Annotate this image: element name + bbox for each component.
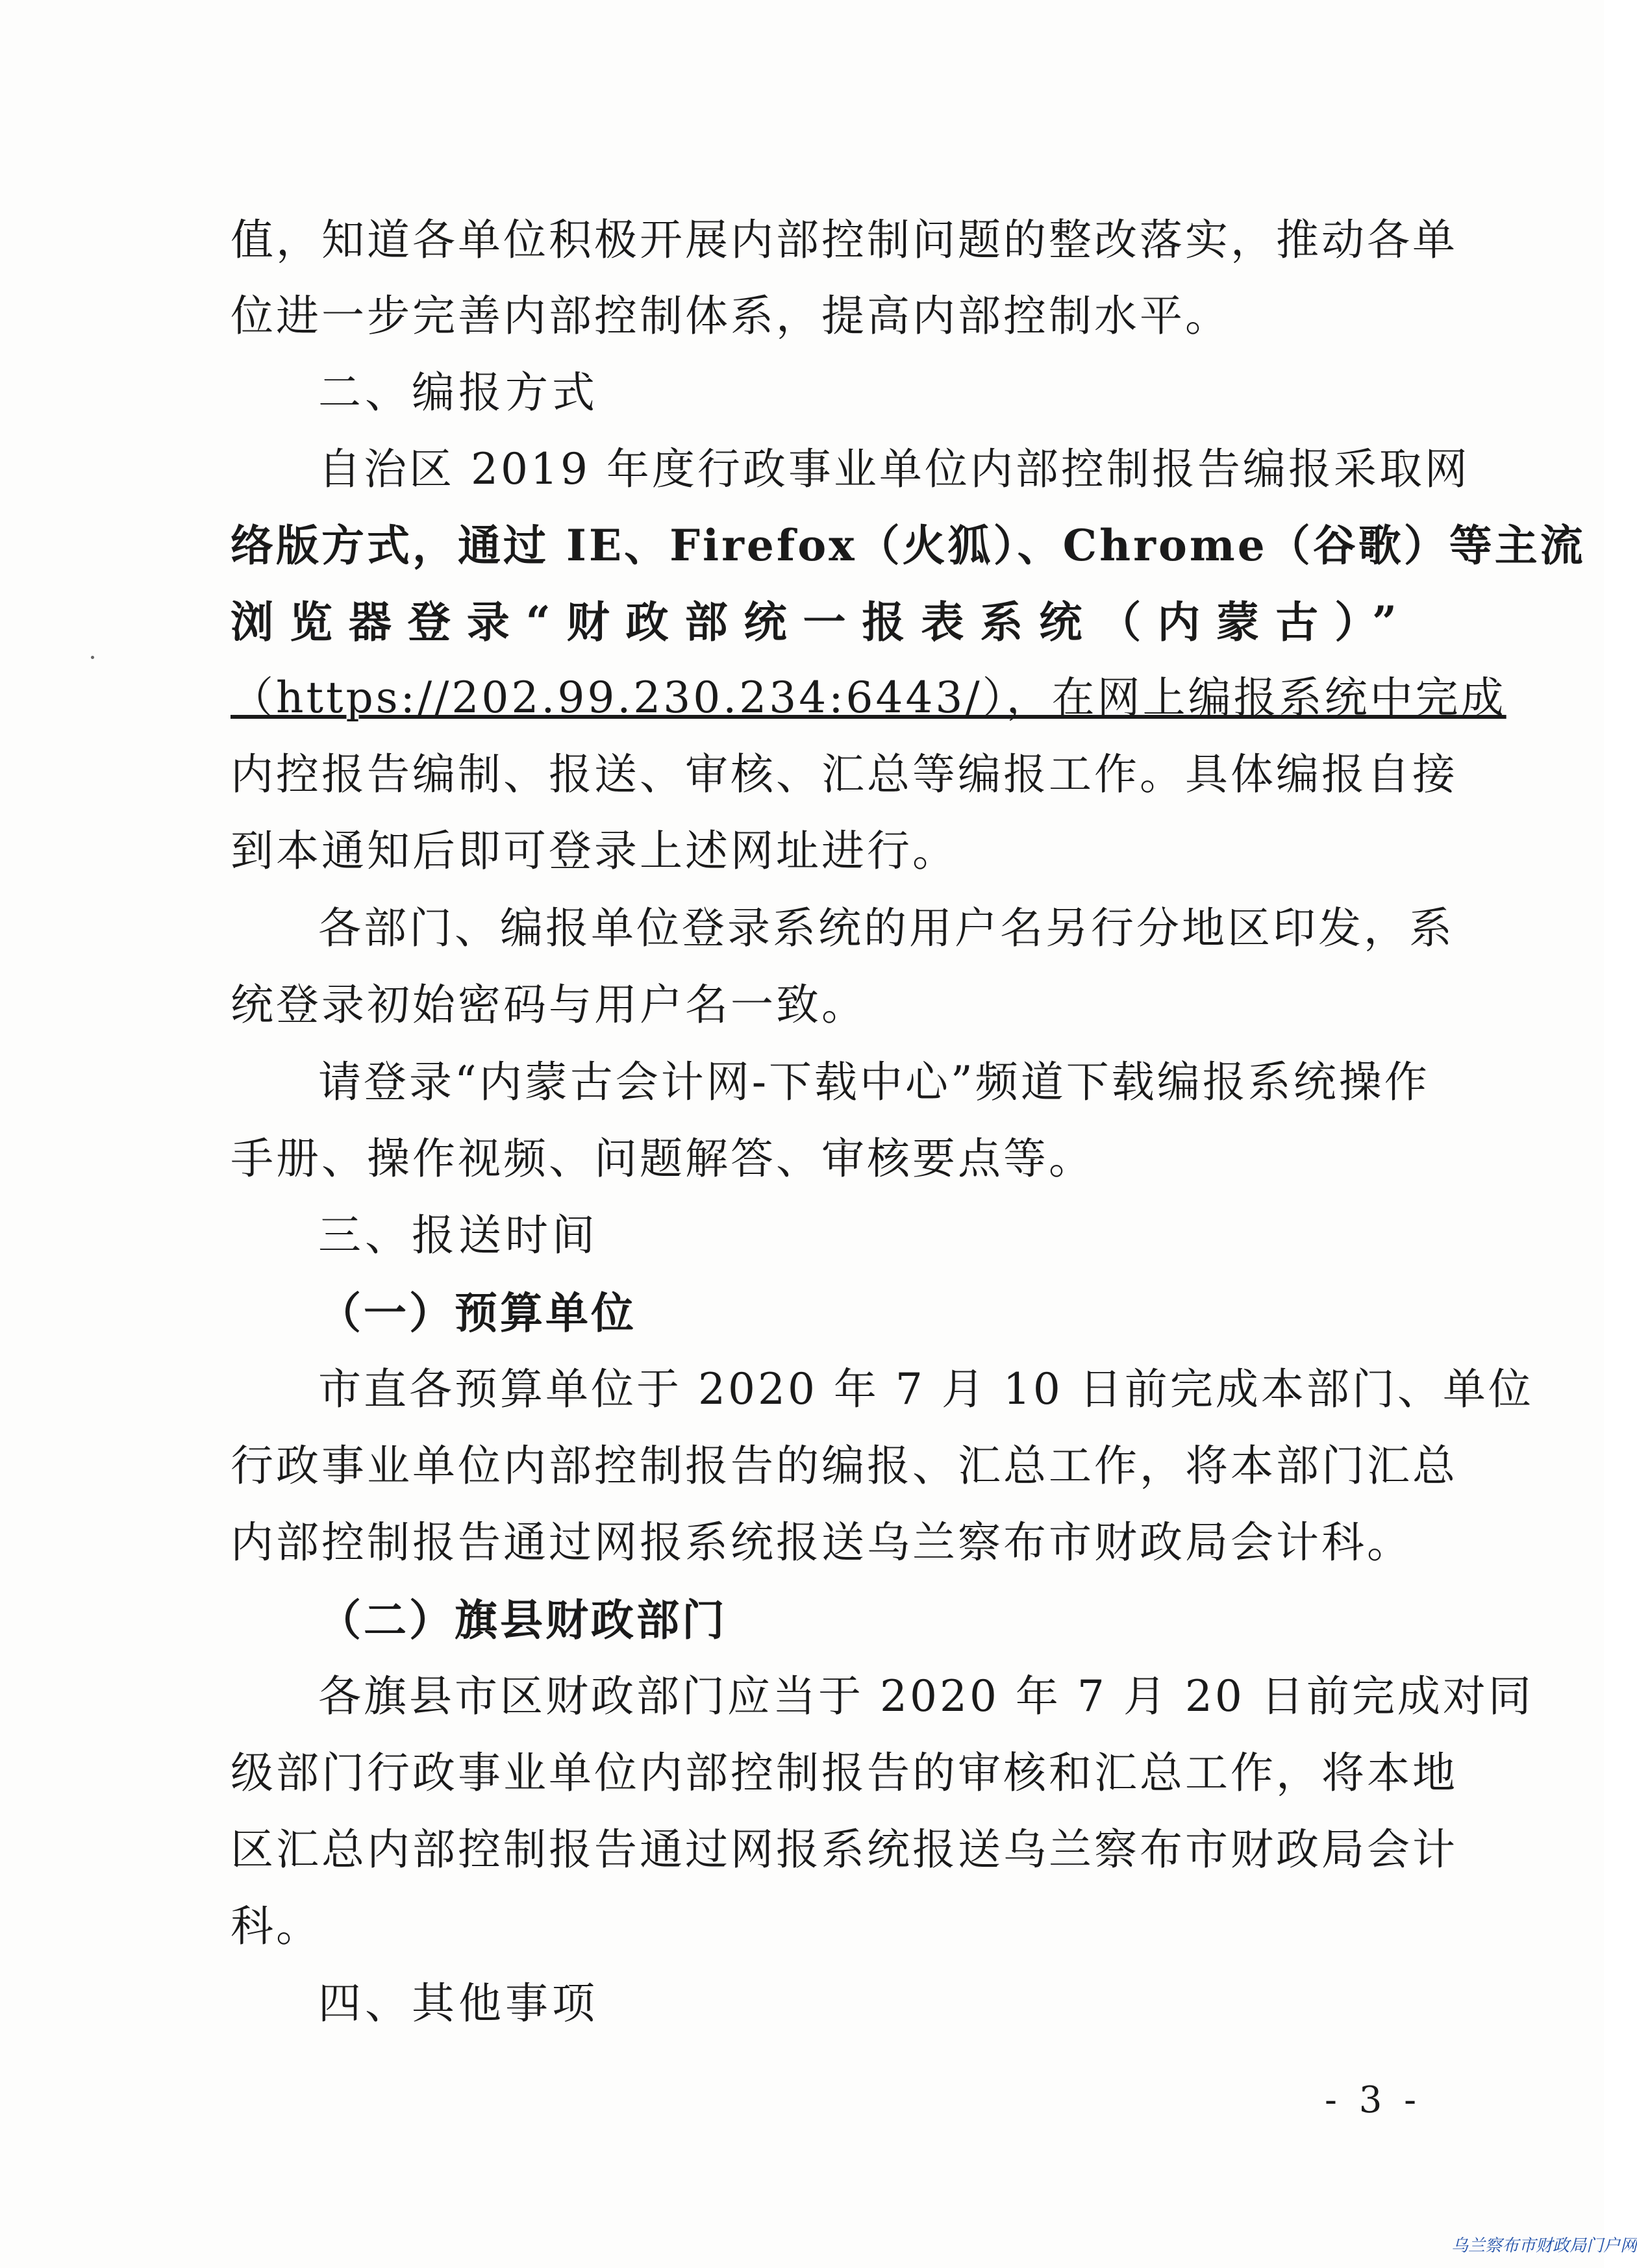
subsection-heading: （一）预算单位 [318, 1288, 636, 1338]
paragraph-line: 行政事业单位内部控制报告的编报、汇总工作，将本部门汇总 [231, 1441, 1458, 1491]
paragraph-line: 手册、操作视频、问题解答、审核要点等。 [231, 1134, 1094, 1184]
paragraph-line: 位进一步完善内部控制体系，提高内部控制水平。 [231, 291, 1231, 341]
url-line[interactable]: （https://202.99.230.234:6443/），在网上编报系统中完成 [231, 673, 1506, 723]
paragraph-line: 到本通知后即可登录上述网址进行。 [231, 826, 958, 876]
paragraph-line: 络版方式，通过 IE、Firefox（火狐）、Chrome（谷歌）等主流 [231, 520, 1586, 571]
paragraph-line: 内部控制报告通过网报系统报送乌兰察布市财政局会计科。 [231, 1517, 1412, 1567]
paragraph-line: 值，知道各单位积极开展内部控制问题的整改落实，推动各单 [231, 215, 1458, 265]
paragraph-line: 统登录初始密码与用户名一致。 [231, 980, 867, 1030]
paragraph-line: 各旗县市区财政部门应当于 2020 年 7 月 20 日前完成对同 [318, 1671, 1534, 1721]
page-number: - 3 - [1325, 2079, 1422, 2121]
paragraph-line: 区汇总内部控制报告通过网报系统报送乌兰察布市财政局会计 [231, 1825, 1458, 1875]
scan-speck [91, 656, 94, 659]
paragraph-line: 内控报告编制、报送、审核、汇总等编报工作。具体编报自接 [231, 749, 1458, 799]
paragraph-line: 市直各预算单位于 2020 年 7 月 10 日前完成本部门、单位 [318, 1364, 1534, 1414]
paragraph-line: 各部门、编报单位登录系统的用户名另行分地区印发，系 [318, 903, 1455, 953]
section-heading: 二、编报方式 [318, 368, 599, 417]
paragraph-line: 浏览器登录“财政部统一报表系统（内蒙古）” [231, 597, 1399, 647]
paragraph-line: 请登录“内蒙古会计网-下载中心”频道下载编报系统操作 [318, 1057, 1430, 1107]
paragraph-line: 自治区 2019 年度行政事业单位内部控制报告编报采取网 [318, 444, 1470, 494]
paragraph-line: 科。 [231, 1901, 321, 1951]
paragraph-line: 级部门行政事业单位内部控制报告的审核和汇总工作，将本地 [231, 1748, 1458, 1798]
section-heading: 三、报送时间 [318, 1210, 599, 1260]
subsection-heading: （二）旗县财政部门 [318, 1595, 727, 1645]
section-heading: 四、其他事项 [318, 1978, 599, 2028]
watermark: 乌兰察布市财政局门户网 [1451, 2236, 1637, 2256]
